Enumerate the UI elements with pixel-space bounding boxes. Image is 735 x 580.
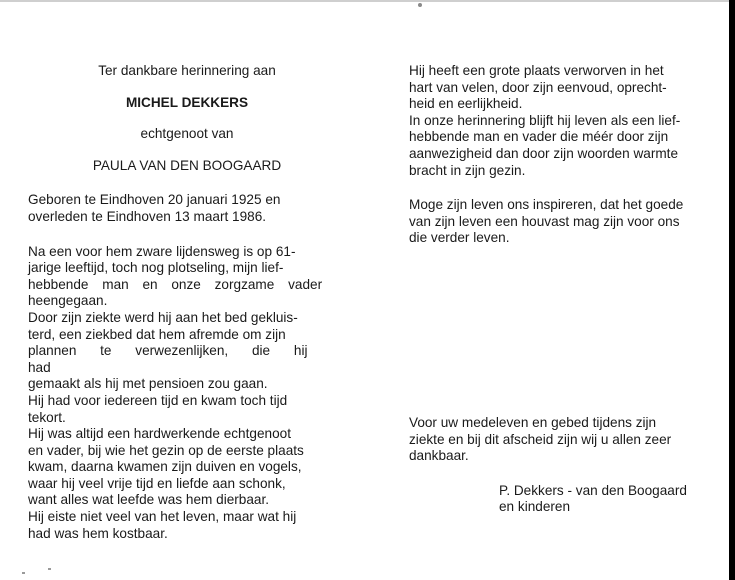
text-line: aanwezigheid dan door zijn woorden warmte: [409, 145, 679, 161]
text-line: had was hem kostbaar.: [28, 525, 168, 541]
scan-speck: [48, 568, 51, 570]
text-line: tekort.: [28, 409, 66, 425]
right-column: [409, 63, 701, 516]
text-line: dankbaar.: [409, 448, 469, 464]
text-line: ziekte en bij dit afscheid zijn wij u allen zeer: [409, 431, 672, 447]
text-line: Hij had voor iedereen tijd en kwam toch tijd: [28, 392, 288, 408]
scan-speck: [22, 572, 25, 574]
scan-right-edge: [729, 0, 735, 580]
text-line: plannen te verwezenlijken, die hij had: [28, 343, 308, 375]
scan-mark: [418, 3, 422, 7]
scan-top-edge: [0, 0, 735, 2]
text-line: Hij heeft een grote plaats verworven in het: [409, 63, 664, 78]
signature-block: [409, 483, 701, 516]
text-line: Na een voor hem zware lijdensweg is op 61-: [28, 243, 296, 259]
life-story-paragraph: [28, 244, 346, 543]
text-line: van zijn leven een houvast mag zijn voor ons: [409, 213, 680, 229]
intro-text: Ter dankbare herinnering aan: [98, 63, 276, 78]
text-line: waar hij veel vrije tijd en liefde aan schonk,: [28, 475, 286, 491]
signature-line: P. Dekkers - van den Boogaard: [499, 482, 687, 498]
text-line: Hij eiste niet veel van het leven, maar wat hij: [28, 509, 297, 525]
text-line: Voor uw medeleven en gebed tijdens zijn: [409, 414, 657, 430]
text-line: overleden te Eindhoven 13 maart 1986.: [28, 208, 267, 224]
text-line: Hij was altijd een hardwerkende echtgenoot: [28, 426, 291, 442]
text-line: Door zijn ziekte werd hij aan het bed gekluis-: [28, 309, 298, 325]
text-line: kwam, daarna kwamen zijn duiven en vogels,: [28, 459, 302, 475]
text-line: heid en eerlijkheid.: [409, 96, 523, 112]
text-line: en vader, bij wie het gezin op de eerste plaats: [28, 442, 304, 458]
text-line: hebbende man en onze zorgzame vader: [28, 276, 323, 292]
text-line: terd, een ziekbed dat hem afremde om zijn: [28, 326, 286, 342]
left-column: [28, 63, 346, 542]
tribute-paragraph: [409, 63, 701, 179]
inspiration-paragraph: [409, 197, 701, 247]
text-line: Moge zijn leven ons inspireren, dat het goede: [409, 197, 684, 213]
text-line: gemaakt als hij met pensioen zou gaan.: [28, 376, 268, 392]
text-line: hebbende man en vader die méér door zijn: [409, 129, 669, 145]
thanks-paragraph: [409, 415, 701, 465]
text-line: bracht in zijn gezin.: [409, 162, 526, 178]
text-line: heengegaan.: [28, 293, 108, 309]
text-line: hart van velen, door zijn eenvoud, oprecht-: [409, 79, 667, 95]
relation-text: echtgenoot van: [140, 126, 234, 142]
signature-line: en kinderen: [499, 499, 571, 515]
birth-death-paragraph: [28, 192, 346, 225]
text-line: die verder leven.: [409, 230, 510, 246]
text-line: Geboren te Eindhoven 20 januari 1925 en: [28, 192, 281, 208]
text-line: In onze herinnering blijft hij leven als een lief-: [409, 112, 681, 128]
spouse-name: PAULA VAN DEN BOOGAARD: [92, 157, 282, 173]
text-line: jarige leeftijd, toch nog plotseling, mijn lief-: [28, 260, 284, 276]
text-line: want alles wat leefde was hem dierbaar.: [28, 492, 270, 508]
deceased-name: MICHEL DEKKERS: [125, 94, 249, 110]
